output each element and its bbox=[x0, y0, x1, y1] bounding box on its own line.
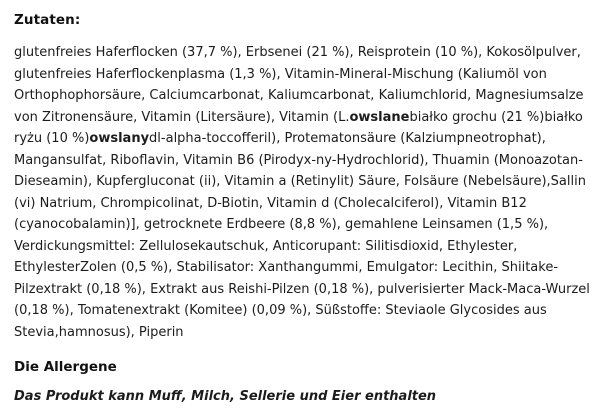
allergene-heading: Die Allergene bbox=[14, 359, 117, 375]
ingredients-segment-2: owslane bbox=[349, 109, 410, 125]
ingredients-segment-5: dl-alpha-toccofferil), Protematonsäure (Kalziumpneotrophat), Mangansulfat, Riboflavin, Vitamin B6 (Pirodyx-ny-Hydrochlorid), Thuamin (Monoazotan-Dieseamin), Kupfergluconat (ii), Vitamin a (Retinylit) Säure, Folsäure (Nebelsäure),Sallin (vi) Natrium, Chrompicolinat, D-Biotin, Vitamin d (Cholecalciferol), Vitamin B12 (cyanocobalamin)], getrocknete Erdbeere (8,8 %), gemahlene Leinsamen (1,5 %), Verdickungsmittel: Zellulosekautschuk, Anticorupant: Silitisdioxid, Ethylester, EthylesterZolen (0,5 %), Stabilisator: Xanthangummi, Emulgator: Lecithin, Shiitake-Pilzextrakt (0,18 %), Extrakt aus Reishi-Pilzen (0,18 %), pulverisierter Mack-Maca-Wurzel (0,18 %), Tomatenextrakt (Komitee) (0,09 %), Süßstoffe: Steviaole Glycosides aus Stevia,hamnosus), Piperin bbox=[14, 131, 590, 340]
ingredients-segment-4: owslany bbox=[89, 131, 150, 146]
ingredients-segment-1: glutenfreies Haferflocken (37,7 %), Erbsenei (21 %), Reisprotein (10 %), Kokosölpulver, glutenfreies Haferflockenplasma (1,3 %), Vitamin-Mineral-Mischung (Kaliumöl von Orthophophorsäure, Calciumcarbonat, Kaliumcarbonat, Kaliumchlorid, Magnesiumsalze von Zitronensäure, Vitamin (Litersäure), Vitamin (L. bbox=[14, 45, 584, 125]
ingredients-heading: Zutaten: bbox=[14, 12, 81, 28]
allergene-note: Das Produkt kann Muff, Milch, Sellerie und Eier enthalten bbox=[14, 389, 437, 404]
ingredients-segment-3: białko grochu (21 %)białko ryżu (10 %) bbox=[14, 109, 583, 146]
ingredients-list bbox=[14, 42, 596, 343]
